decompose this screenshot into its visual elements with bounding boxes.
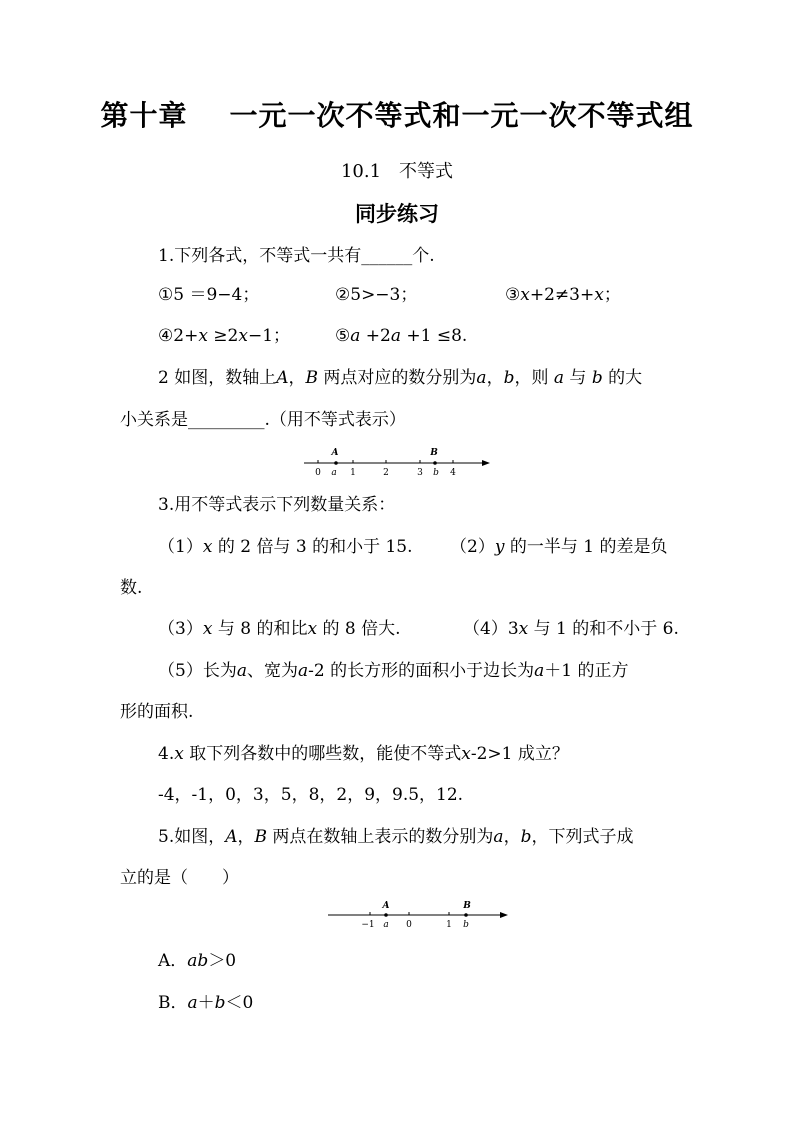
q5-tick-label-1: 1 bbox=[446, 920, 452, 930]
q2-axis-arrow bbox=[482, 460, 490, 466]
q2-tick-label-0: 0 bbox=[315, 468, 321, 478]
q2-point-a-value: a bbox=[331, 468, 337, 478]
q1-option-5: ⑤a +2a +1 ≤8. bbox=[335, 326, 468, 346]
q5-point-b bbox=[464, 913, 468, 917]
q2-point-A-label: A bbox=[331, 448, 339, 458]
q4-values: -4，-1，0，3，5，8，2，9，9.5，12. bbox=[158, 785, 464, 805]
q3-part-5-cont: 形的面积. bbox=[120, 702, 194, 722]
chapter-name: 一元一次不等式和一元一次不等式组 bbox=[229, 99, 694, 132]
q5-point-a-value: a bbox=[383, 920, 389, 930]
q3-part-1: （1）x 的 2 倍与 3 的和小于 15. bbox=[158, 537, 413, 557]
chapter-number: 第十章 bbox=[100, 99, 188, 132]
q2-point-B-label: B bbox=[430, 448, 438, 458]
q3-part-5: （5）长为a、宽为a-2 的长方形的面积小于边长为a＋1 的正方 bbox=[158, 661, 629, 681]
q2-stem-line1: 2 如图，数轴上A，B 两点对应的数分别为a，b，则 a 与 b 的大 bbox=[158, 368, 643, 388]
q5-point-A-label: A bbox=[382, 901, 390, 911]
section-number: 10.1 bbox=[340, 161, 382, 182]
q2-point-b-value: b bbox=[433, 468, 439, 478]
q5-stem-line1: 5.如图，A，B 两点在数轴上表示的数分别为a，b，下列式子成 bbox=[158, 827, 634, 847]
q2-point-a bbox=[334, 461, 338, 465]
section-name: 不等式 bbox=[399, 161, 454, 182]
q1-option-4: ④2+x ≥2x−1； bbox=[158, 326, 291, 346]
q2-stem-line2: 小关系是_________.（用不等式表示） bbox=[120, 410, 406, 430]
q3-stem: 3.用不等式表示下列数量关系： bbox=[158, 495, 396, 515]
q5-stem-line2: 立的是（ ） bbox=[120, 868, 239, 888]
q5-number-line bbox=[326, 897, 512, 931]
q2-point-b bbox=[433, 461, 437, 465]
q1-option-3: ③x+2≠3+x； bbox=[505, 285, 621, 305]
q5-option-b: B．a＋b＜0 bbox=[158, 993, 254, 1013]
chapter-title bbox=[0, 94, 794, 134]
q5-point-b-value: b bbox=[463, 920, 469, 930]
q2-tick-label-4: 4 bbox=[450, 468, 456, 478]
q2-tick-label-3: 3 bbox=[417, 468, 423, 478]
q1-stem: 1.下列各式，不等式一共有______个. bbox=[158, 246, 435, 266]
q1-option-1: ①5 ＝9−4； bbox=[158, 285, 260, 305]
q5-point-B-label: B bbox=[463, 901, 471, 911]
q5-tick-label-neg1: −1 bbox=[361, 920, 375, 930]
q5-point-a bbox=[384, 913, 388, 917]
q5-option-a: A．ab＞0 bbox=[158, 951, 237, 971]
q3-part-3: （3）x 与 8 的和比x 的 8 倍大. bbox=[158, 619, 401, 639]
q4-stem: 4.x 取下列各数中的哪些数，能使不等式x-2>1 成立？ bbox=[158, 744, 569, 764]
q2-number-line bbox=[302, 444, 494, 478]
q3-part-4: （4）3x 与 1 的和不小于 6. bbox=[463, 619, 679, 639]
q1-option-2: ②5>−3； bbox=[335, 285, 418, 305]
q3-part-2: （2）y 的一半与 1 的差是负 bbox=[450, 537, 668, 557]
q2-tick-label-1: 1 bbox=[350, 468, 356, 478]
q2-tick-label-2: 2 bbox=[383, 468, 389, 478]
q5-axis-arrow bbox=[500, 912, 508, 918]
q5-tick-label-0: 0 bbox=[406, 920, 412, 930]
section-title bbox=[0, 157, 794, 183]
q3-part-2-cont: 数. bbox=[120, 578, 143, 598]
exercise-title: 同步练习 bbox=[355, 202, 439, 226]
